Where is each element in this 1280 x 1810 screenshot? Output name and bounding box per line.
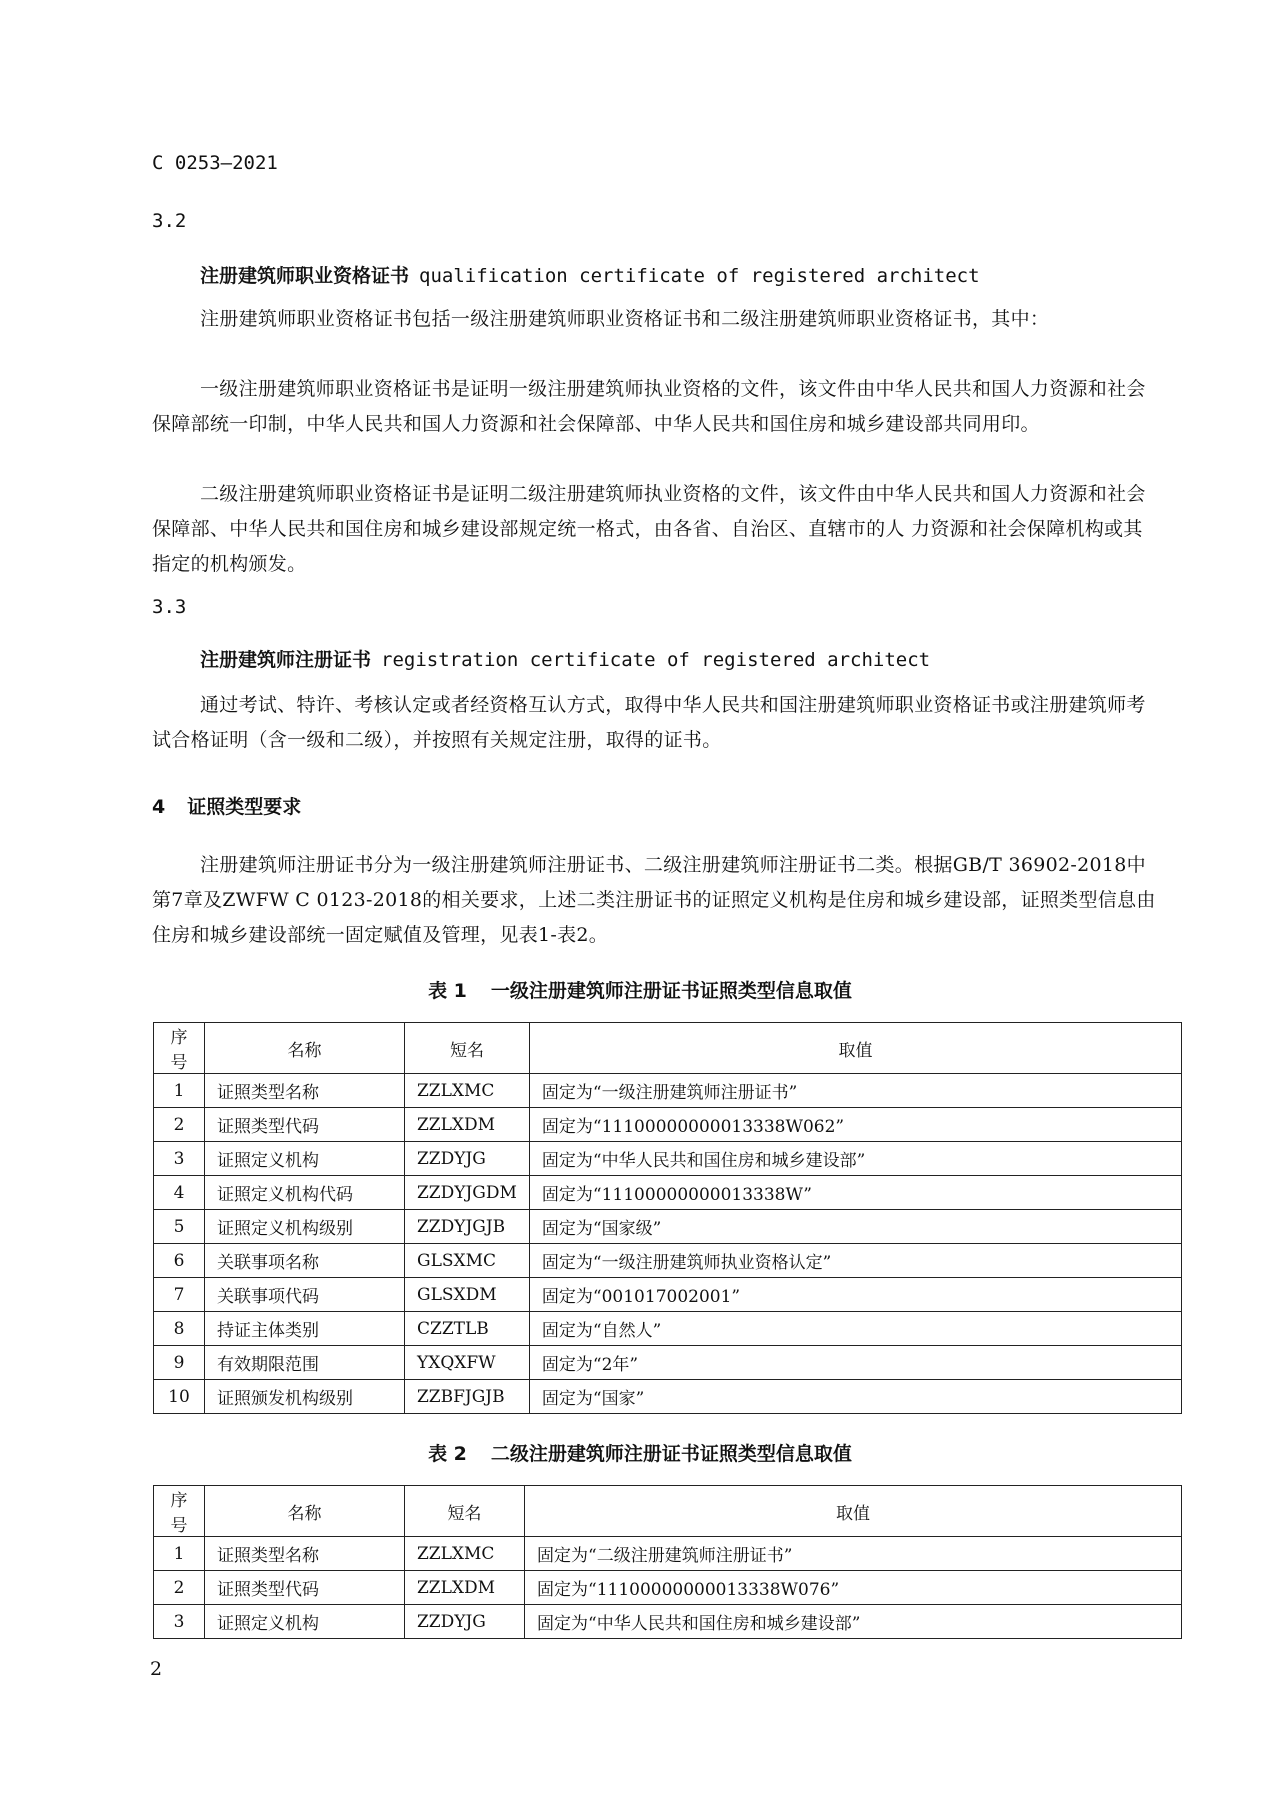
value-cell: 固定为“一级注册建筑师注册证书” <box>529 1074 1181 1108</box>
name-cell: 证照类型代码 <box>205 1108 405 1142</box>
short-name-cell: ZZLXMC <box>405 1537 525 1571</box>
row-number-cell: 5 <box>154 1210 205 1244</box>
name-cell: 证照类型代码 <box>205 1571 405 1605</box>
short-name-cell: ZZDYJGJB <box>405 1210 530 1244</box>
name-cell: 证照定义机构 <box>205 1142 405 1176</box>
name-cell: 证照类型名称 <box>205 1537 405 1571</box>
term-title-en: qualification certificate of registered architect <box>419 265 980 287</box>
table-1 <box>153 1022 1182 1414</box>
section-title: 证照类型要求 <box>187 796 302 818</box>
name-cell: 证照定义机构级别 <box>205 1210 405 1244</box>
section-number: 4 <box>152 796 166 818</box>
short-name-cell: YXQXFW <box>405 1346 530 1380</box>
value-cell: 固定为“11100000000013338W062” <box>529 1108 1181 1142</box>
row-number-cell: 9 <box>154 1346 205 1380</box>
table-label: 表 2 <box>428 1443 467 1465</box>
table-row <box>154 1537 1182 1571</box>
name-cell: 有效期限范围 <box>205 1346 405 1380</box>
header-cell: 短名 <box>405 1023 530 1074</box>
table-1-caption <box>0 976 1280 1003</box>
short-name-cell: ZZBFJGJB <box>405 1380 530 1414</box>
value-cell: 固定为“2年” <box>529 1346 1181 1380</box>
short-name-cell: CZZTLB <box>405 1312 530 1346</box>
value-cell: 固定为“国家” <box>529 1380 1181 1414</box>
row-number-cell: 10 <box>154 1380 205 1414</box>
paragraph-4: 注册建筑师注册证书分为一级注册建筑师注册证书、二级注册建筑师注册证书二类。根据GB/T 36902-2018中第7章及ZWFW C 0123-2018的相关要求，上述二类注册证书的证照定义机构是住房和城乡建设部，证照类型信息由住房和城乡建设部统一固定赋值及管理，见表1-表2。 <box>152 854 1156 946</box>
page-number: 2 <box>150 1658 163 1680</box>
short-name-cell: ZZDYJGDM <box>405 1176 530 1210</box>
row-number-cell: 8 <box>154 1312 205 1346</box>
value-cell: 固定为“11100000000013338W” <box>529 1176 1181 1210</box>
table-row <box>154 1142 1182 1176</box>
table-2 <box>153 1485 1182 1639</box>
value-cell: 固定为“二级注册建筑师注册证书” <box>525 1537 1182 1571</box>
term-title-zh: 注册建筑师注册证书 <box>200 649 372 671</box>
standard-code: C 0253—2021 <box>152 152 278 174</box>
table-row <box>154 1074 1182 1108</box>
value-cell: 固定为“自然人” <box>529 1312 1181 1346</box>
term-title-zh: 注册建筑师职业资格证书 <box>200 265 410 287</box>
table-label: 表 1 <box>428 980 467 1002</box>
header-cell: 取值 <box>525 1486 1182 1537</box>
short-name-cell: GLSXMC <box>405 1244 530 1278</box>
name-cell: 关联事项名称 <box>205 1244 405 1278</box>
term-title-en: registration certificate of registered architect <box>381 649 931 671</box>
term-number-3-2: 3.2 <box>152 210 187 232</box>
term-title-3-2 <box>200 261 980 288</box>
row-number-cell: 1 <box>154 1537 205 1571</box>
name-cell: 关联事项代码 <box>205 1278 405 1312</box>
name-cell: 持证主体类别 <box>205 1312 405 1346</box>
short-name-cell: ZZLXDM <box>405 1108 530 1142</box>
section-heading-4 <box>152 792 301 819</box>
row-number-cell: 2 <box>154 1571 205 1605</box>
header-cell: 名称 <box>205 1486 405 1537</box>
short-name-cell: ZZLXMC <box>405 1074 530 1108</box>
table-header-row <box>154 1023 1182 1074</box>
row-number-cell: 4 <box>154 1176 205 1210</box>
short-name-cell: GLSXDM <box>405 1278 530 1312</box>
table-2-caption <box>0 1439 1280 1466</box>
name-cell: 证照颁发机构级别 <box>205 1380 405 1414</box>
name-cell: 证照定义机构 <box>205 1605 405 1639</box>
table-title: 二级注册建筑师注册证书证照类型信息取值 <box>490 1443 852 1465</box>
term-title-3-3 <box>200 645 930 672</box>
table-row <box>154 1176 1182 1210</box>
row-number-cell: 1 <box>154 1074 205 1108</box>
paragraph-3-3: 通过考试、特许、考核认定或者经资格互认方式，取得中华人民共和国注册建筑师职业资格证书或注册建筑师考试合格证明（含一级和二级），并按照有关规定注册，取得的证书。 <box>152 694 1146 751</box>
short-name-cell: ZZDYJG <box>405 1142 530 1176</box>
short-name-cell: ZZDYJG <box>405 1605 525 1639</box>
row-number-cell: 7 <box>154 1278 205 1312</box>
table-row <box>154 1108 1182 1142</box>
table-row <box>154 1244 1182 1278</box>
header-cell: 短名 <box>405 1486 525 1537</box>
table-row <box>154 1210 1182 1244</box>
header-cell: 取值 <box>529 1023 1181 1074</box>
table-row <box>154 1312 1182 1346</box>
term-number-3-3: 3.3 <box>152 596 187 618</box>
table-row <box>154 1605 1182 1639</box>
short-name-cell: ZZLXDM <box>405 1571 525 1605</box>
header-cell: 序号 <box>154 1023 205 1074</box>
table-row <box>154 1346 1182 1380</box>
value-cell: 固定为“11100000000013338W076” <box>525 1571 1182 1605</box>
table-row <box>154 1278 1182 1312</box>
value-cell: 固定为“一级注册建筑师执业资格认定” <box>529 1244 1181 1278</box>
value-cell: 固定为“001017002001” <box>529 1278 1181 1312</box>
row-number-cell: 3 <box>154 1142 205 1176</box>
paragraph-3-2-level2: 二级注册建筑师职业资格证书是证明二级注册建筑师执业资格的文件，该文件由中华人民共和国人力资源和社会保障部、中华人民共和国住房和城乡建设部规定统一格式，由各省、自治区、直辖市的人 力资源和社会保障机构或其指定的机构颁发。 <box>152 483 1146 575</box>
row-number-cell: 2 <box>154 1108 205 1142</box>
table-header-row <box>154 1486 1182 1537</box>
row-number-cell: 3 <box>154 1605 205 1639</box>
value-cell: 固定为“中华人民共和国住房和城乡建设部” <box>529 1142 1181 1176</box>
row-number-cell: 6 <box>154 1244 205 1278</box>
header-cell: 名称 <box>205 1023 405 1074</box>
table-row <box>154 1380 1182 1414</box>
name-cell: 证照定义机构代码 <box>205 1176 405 1210</box>
name-cell: 证照类型名称 <box>205 1074 405 1108</box>
paragraph-3-2-level1: 一级注册建筑师职业资格证书是证明一级注册建筑师执业资格的文件，该文件由中华人民共和国人力资源和社会保障部统一印制，中华人民共和国人力资源和社会保障部、中华人民共和国住房和城乡建设部共同用印。 <box>152 378 1146 435</box>
value-cell: 固定为“国家级” <box>529 1210 1181 1244</box>
table-title: 一级注册建筑师注册证书证照类型信息取值 <box>490 980 852 1002</box>
header-cell: 序号 <box>154 1486 205 1537</box>
paragraph-3-2-intro: 注册建筑师职业资格证书包括一级注册建筑师职业资格证书和二级注册建筑师职业资格证书，其中： <box>200 308 1050 330</box>
table-row <box>154 1571 1182 1605</box>
value-cell: 固定为“中华人民共和国住房和城乡建设部” <box>525 1605 1182 1639</box>
